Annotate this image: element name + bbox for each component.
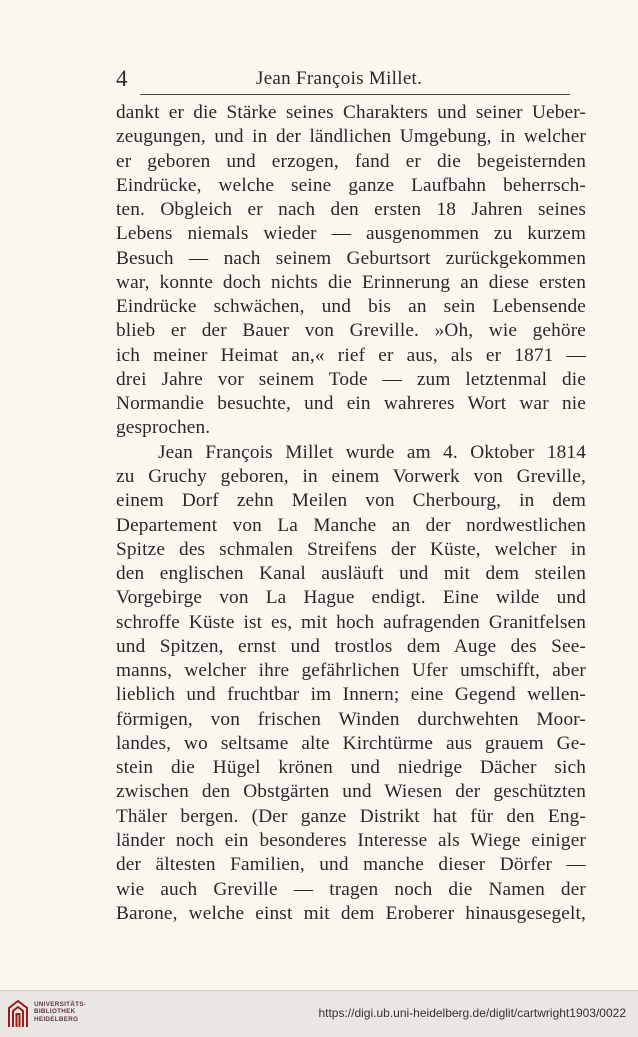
text-line: landes, wo seltsame alte Kirchtürme aus grauem Ge-: [116, 732, 586, 754]
text-line: Spitze des schmalen Streifens der Küste, welcher in: [116, 538, 586, 560]
text-line: ich meiner Heimat an,« rief er aus, als er 1871 —: [116, 344, 586, 366]
text-line: der ältesten Familien, und manche dieser Dörfer —: [116, 854, 586, 876]
text-line: gesprochen.: [116, 417, 211, 439]
library-logo-icon: [6, 999, 30, 1029]
text-line: lieblich und fruchtbar im Innern; eine Gegend wellen-: [116, 684, 586, 706]
viewer-footer: [0, 990, 638, 1037]
text-line: zwischen den Obstgärten und Wiesen der geschützten: [116, 781, 586, 803]
text-line: blieb er der Bauer von Greville. »Oh, wie gehöre: [116, 320, 586, 342]
library-logo-text: [34, 1001, 86, 1023]
text-line: dankt er die Stärke seines Charakters und seiner Ueber-: [116, 102, 586, 123]
text-line: schroffe Küste ist es, mit hoch aufragenden Granitfelsen: [116, 611, 586, 633]
text-line: Lebens niemals wieder — ausgenommen zu kurzem: [116, 223, 586, 245]
text-line: Thäler bergen. (Der ganze Distrikt hat für den Eng-: [116, 805, 586, 827]
text-line: und Spitzen, ernst und trostlos dem Auge des See-: [116, 635, 586, 657]
permalink[interactable]: https://digi.ub.uni-heidelberg.de/diglit/cartwright1903/0022: [318, 1006, 626, 1020]
text-line: Departement von La Manche an der nordwestlichen: [116, 514, 586, 536]
text-line: ten. Obgleich er nach den ersten 18 Jahren seines: [116, 199, 586, 221]
text-line: zu Gruchy geboren, in einem Vorwerk von Greville,: [116, 465, 586, 487]
logo-text-line: UNIVERSITÄTS-: [34, 1001, 87, 1008]
text-line: stein die Hügel krönen und niedrige Dächer sich: [116, 757, 586, 779]
text-line: manns, welcher ihre gefährlichen Ufer umschifft, aber: [116, 660, 586, 682]
text-line: zeugungen, und in der ländlichen Umgebung, in welcher: [116, 126, 586, 148]
text-line: Eindrücke, welche seine ganze Laufbahn beherrsch-: [116, 174, 586, 196]
text-line: Eindrücke schwächen, und bis an sein Lebensende: [116, 296, 586, 318]
text-line: Barone, welche einst mit dem Eroberer hinausgesegelt,: [116, 902, 586, 924]
text-line: er geboren und erzogen, fand er die begeisternden: [116, 150, 586, 172]
body-text: [116, 101, 586, 926]
text-line: den englischen Kanal ausläuft und mit dem steilen: [116, 563, 586, 585]
text-line: Besuch — nach seinem Geburtsort zurückgekommen: [116, 247, 586, 269]
text-line: förmigen, von frischen Winden durchwehten Moor-: [116, 708, 586, 730]
text-line: wie auch Greville — tragen noch die Namen der: [116, 878, 586, 900]
text-line: einem Dorf zehn Meilen von Cherbourg, in dem: [116, 490, 586, 512]
text-line: war, konnte doch nichts die Erinnerung an diese ersten: [116, 271, 586, 293]
page-number: 4: [116, 66, 128, 91]
paragraph-start-line: Jean François Millet wurde am 4. Oktober 1814: [158, 441, 586, 463]
page-header: [116, 64, 586, 98]
text-line: drei Jahre vor seinem Tode — zum letztenmal die: [116, 368, 586, 390]
text-line: länder noch ein besonderes Interesse als Wiege einiger: [116, 829, 586, 851]
logo-text-line: BIBLIOTHEK: [34, 1008, 76, 1016]
text-line: Normandie besuchte, und ein wahreres Wort war nie: [116, 393, 586, 415]
logo-text-line: HEIDELBERG: [34, 1015, 79, 1023]
text-line: Vorgebirge von La Hague endigt. Eine wilde und: [116, 587, 586, 609]
header-rule: [140, 94, 570, 95]
running-title: Jean François Millet.: [256, 68, 423, 89]
